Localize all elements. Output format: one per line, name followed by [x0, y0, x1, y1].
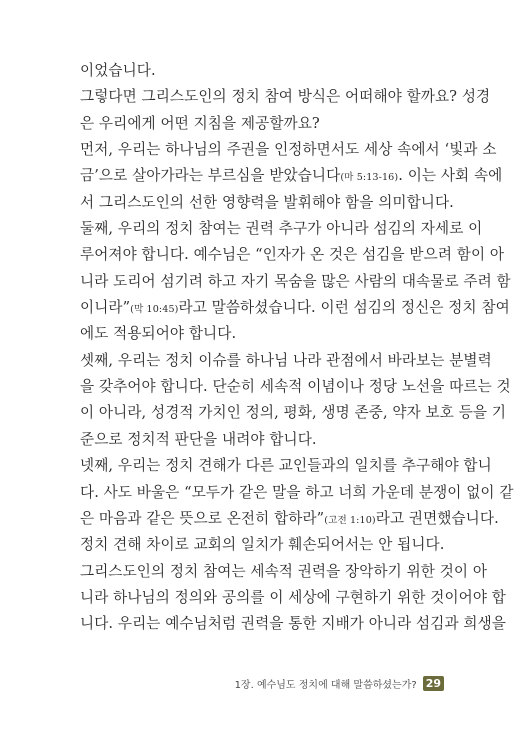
text-run: 루어져야 합니다. 예수님은 “인자가 온 것은 섬김을 받으려 함이 아 — [80, 246, 505, 264]
text-line — [80, 506, 499, 532]
chapter-title: 1장. 예수님도 정치에 대해 말씀하셨는가? — [234, 680, 417, 691]
text-run: 이었습니다. — [80, 62, 156, 79]
text-line — [80, 111, 430, 137]
text-line — [80, 532, 445, 558]
page-number: 29 — [423, 676, 444, 691]
text-line — [80, 295, 510, 321]
text-run: 그리스도인의 정치 참여는 세속적 권력을 장악하기 위한 것이 아 — [80, 562, 488, 580]
text-run: 이니라” — [80, 299, 131, 317]
text-line — [80, 216, 483, 242]
scripture-reference: (고전 1:10) — [324, 514, 376, 526]
text-line — [80, 585, 506, 611]
scripture-reference: (막 10:45) — [130, 304, 179, 316]
text-run: 니라 도리어 섬기려 하고 자기 목숨을 많은 사람의 대속물로 주려 함 — [80, 272, 511, 290]
text-run: 준으로 정치적 판단을 내려야 합니다. — [80, 430, 317, 448]
text-run: 에도 적용되어야 합니다. — [80, 325, 237, 343]
body-text — [80, 58, 514, 638]
text-run: 먼저, 우리는 하나님의 주권을 인정하면서도 세상 속에서 ‘빛과 소 — [80, 141, 497, 159]
text-line — [80, 137, 497, 163]
text-run: 라고 권면했습니다. — [375, 509, 499, 527]
text-line — [80, 611, 506, 637]
text-run: 그렇다면 그리스도인의 정치 참여 방식은 어떠해야 할까요? 성경 — [80, 88, 491, 106]
running-footer — [235, 676, 444, 691]
text-line — [80, 242, 505, 268]
text-line — [80, 348, 492, 374]
text-run: 은 마음과 같은 뜻으로 온전히 합하라” — [80, 509, 325, 527]
text-line — [80, 480, 514, 506]
text-line — [80, 559, 488, 585]
text-line — [80, 453, 492, 479]
text-line — [80, 84, 491, 110]
text-run: 금’으로 살아가라는 부르심을 받았습니다 — [80, 167, 341, 185]
text-run: 둘째, 우리의 정치 참여는 권력 추구가 아니라 섬김의 자세로 이 — [80, 220, 483, 238]
text-run: 은 우리에게 어떤 지침을 제공할까요? — [80, 114, 320, 132]
text-run: 정치 견해 차이로 교회의 일치가 훼손되어서는 안 됩니다. — [80, 536, 445, 554]
text-line — [80, 321, 430, 347]
text-line — [80, 58, 430, 84]
text-line — [80, 190, 454, 216]
text-run: 넷째, 우리는 정치 견해가 다른 교인들과의 일치를 추구해야 합니 — [80, 457, 492, 475]
text-run: 셋째, 우리는 정치 이슈를 하나님 나라 관점에서 바라보는 분별력 — [80, 351, 492, 369]
text-run: . 이는 사회 속에 — [398, 167, 503, 185]
text-line — [80, 400, 507, 426]
text-run: 니라 하나님의 정의와 공의를 이 세상에 구현하기 위한 것이어야 합 — [80, 588, 506, 606]
text-line — [80, 374, 511, 400]
text-line — [80, 269, 511, 295]
text-run: 라고 말씀하셨습니다. 이런 섬김의 정신은 정치 참여 — [178, 299, 510, 317]
text-run: 이 아니라, 성경적 가치인 정의, 평화, 생명 존중, 약자 보호 등을 기 — [80, 404, 507, 422]
text-run: 을 갖추어야 합니다. 단순히 세속적 이념이나 정당 노선을 따르는 것 — [80, 378, 511, 396]
text-run: 니다. 우리는 예수님처럼 권력을 통한 지배가 아니라 섬김과 희생을 — [80, 615, 506, 633]
scripture-reference: (마 5:13-16) — [340, 172, 399, 184]
text-line — [80, 427, 430, 453]
text-run: 서 그리스도인의 선한 영향력을 발휘해야 함을 의미합니다. — [80, 193, 454, 211]
text-line — [80, 163, 503, 189]
text-run: 다. 사도 바울은 “모두가 같은 말을 하고 너희 가운데 분쟁이 없이 같 — [80, 483, 514, 501]
